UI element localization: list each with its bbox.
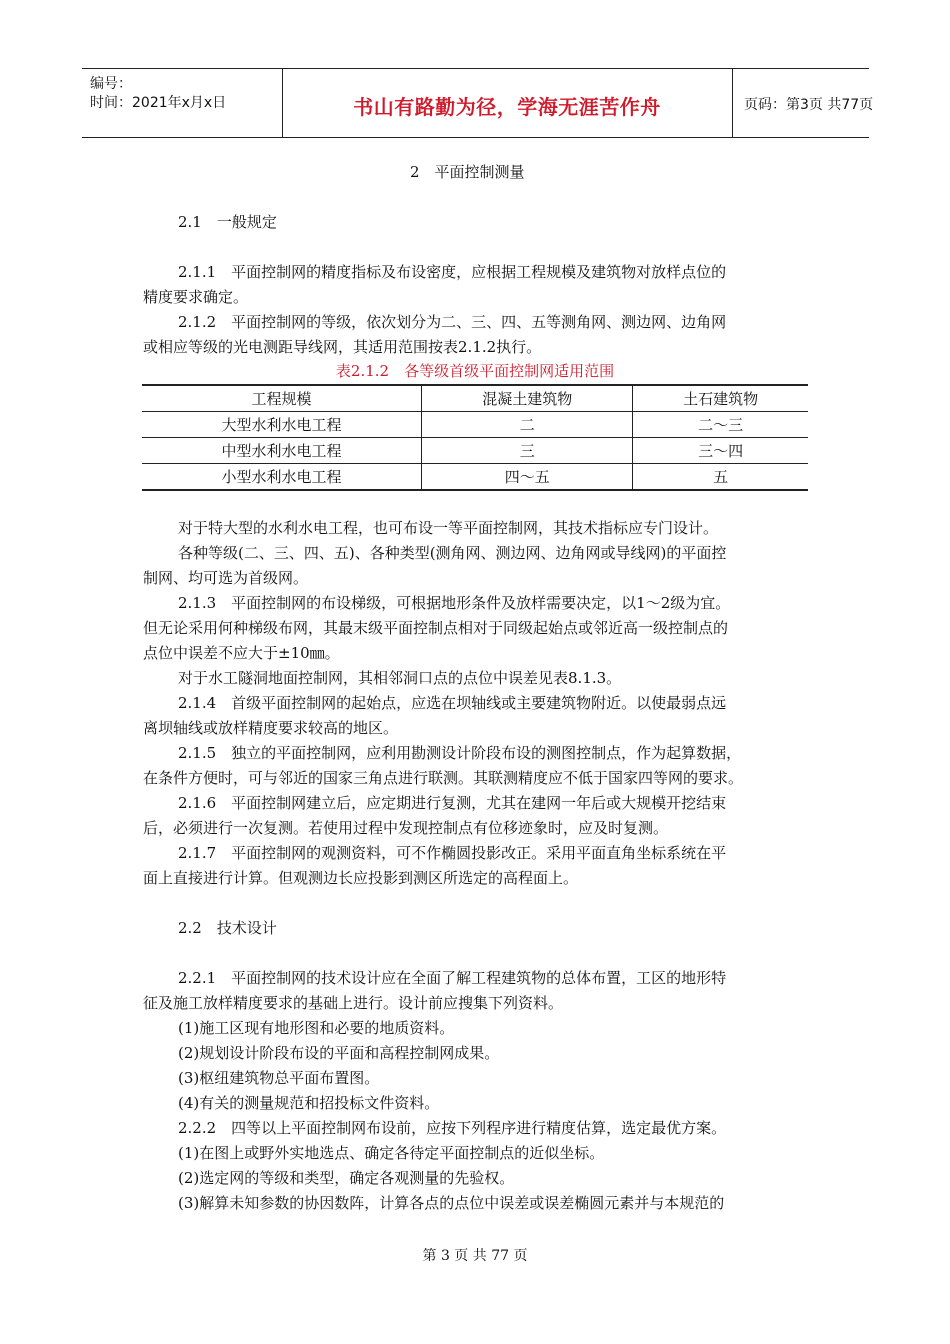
header-motto-cell <box>282 69 733 137</box>
table-cell: 二 <box>422 412 633 438</box>
paragraph-2-1-1-line: 精度要求确定。 <box>143 288 249 306</box>
table-cell: 五 <box>633 464 808 491</box>
table-caption: 表2.1.2 各等级首级平面控制网适用范围 <box>335 362 615 380</box>
doc-number-label: 编号： <box>90 76 132 92</box>
table-cell: 小型水利水电工程 <box>142 464 422 491</box>
paragraph-types-line: 制网、均可选为首级网。 <box>143 569 309 587</box>
table-row <box>142 464 808 491</box>
table-row <box>142 438 808 464</box>
paragraph-tunnel: 对于水工隧洞地面控制网，其相邻洞口点的点位中误差见表8.1.3。 <box>178 669 622 687</box>
paragraph-2-2-2: 2.2.2 四等以上平面控制网布设前，应按下列程序进行精度估算，选定最优方案。 <box>178 1119 727 1137</box>
header-motto: 书山有路勤为径，学海无涯苦作舟 <box>353 95 661 119</box>
paragraph-2-1-3-line: 但无论采用何种梯级布网，其最末级平面控制点相对于同级起始点或邻近高一级控制点的 <box>143 619 729 637</box>
paragraph-2-1-2-line: 2.1.2 平面控制网的等级，依次划分为二、三、四、五等测角网、测边网、边角网 <box>178 313 727 331</box>
list-item: (2)选定网的等级和类型，确定各观测量的先验权。 <box>178 1169 515 1187</box>
list-item: (3)枢纽建筑物总平面布置图。 <box>178 1069 380 1087</box>
paragraph-2-1-5-line: 2.1.5 独立的平面控制网，应利用勘测设计阶段布设的测图控制点，作为起算数据， <box>178 744 742 762</box>
list-item: (4)有关的测量规范和招投标文件资料。 <box>178 1094 440 1112</box>
header-page-cell <box>732 69 874 137</box>
section-title: 2 平面控制测量 <box>410 163 525 181</box>
paragraph-2-1-7-line: 面上直接进行计算。但观测边长应投影到测区所选定的高程面上。 <box>143 869 579 887</box>
paragraph-2-1-4-line: 离坝轴线或放样精度要求较高的地区。 <box>143 719 399 737</box>
paragraph-2-1-3-line: 2.1.3 平面控制网的布设梯级，可根据地形条件及放样需要决定，以1～2级为宜。 <box>178 594 731 612</box>
table-header-cell: 混凝土建筑物 <box>422 385 633 412</box>
table-cell: 二～三 <box>633 412 808 438</box>
paragraph-2-1-6-line: 2.1.6 平面控制网建立后，应定期进行复测，尤其在建网一年后或大规模开挖结束 <box>178 794 727 812</box>
table-cell: 大型水利水电工程 <box>142 412 422 438</box>
paragraph-2-1-6-line: 后，必须进行一次复测。若使用过程中发现控制点有位移迹象时，应及时复测。 <box>143 819 669 837</box>
header-meta <box>82 69 283 137</box>
subsection-heading-2-1: 2.1 一般规定 <box>178 213 277 231</box>
paragraph-2-1-2-line: 或相应等级的光电测距导线网，其适用范围按表2.1.2执行。 <box>143 338 542 356</box>
paragraph-2-1-4-line: 2.1.4 首级平面控制网的起始点，应选在坝轴线或主要建筑物附近。以使最弱点远 <box>178 694 727 712</box>
table-cell: 中型水利水电工程 <box>142 438 422 464</box>
list-item: (1)在图上或野外实地选点、确定各待定平面控制点的近似坐标。 <box>178 1144 605 1162</box>
table-header-cell: 工程规模 <box>142 385 422 412</box>
paragraph-2-1-5-line: 在条件方便时，可与邻近的国家三角点进行联测。其联测精度应不低于国家四等网的要求。 <box>143 769 744 787</box>
scope-table <box>142 384 808 491</box>
paragraph-types-line: 各种等级(二、三、四、五)、各种类型(测角网、测边网、边角网或导线网)的平面控 <box>178 544 727 562</box>
table-header-row <box>142 385 808 412</box>
list-item: (2)规划设计阶段布设的平面和高程控制网成果。 <box>178 1044 500 1062</box>
header-page-info: 页码：第3页 共77页 <box>744 97 874 113</box>
table-header-cell: 土石建筑物 <box>633 385 808 412</box>
table-cell: 三 <box>422 438 633 464</box>
paragraph-2-1-7-line: 2.1.7 平面控制网的观测资料，可不作椭圆投影改正。采用平面直角坐标系统在平 <box>178 844 727 862</box>
table-row <box>142 412 808 438</box>
page-footer: 第 3 页 共 77 页 <box>422 1248 528 1264</box>
paragraph-special: 对于特大型的水利水电工程，也可布设一等平面控制网，其技术指标应专门设计。 <box>178 519 719 537</box>
table-cell: 三～四 <box>633 438 808 464</box>
paragraph-2-2-1-line: 2.2.1 平面控制网的技术设计应在全面了解工程建筑物的总体布置，工区的地形特 <box>178 969 727 987</box>
doc-date-label: 时间：2021年x月x日 <box>90 95 227 111</box>
page-header <box>82 68 874 138</box>
list-item: (1)施工区现有地形图和必要的地质资料。 <box>178 1019 455 1037</box>
table-cell: 四～五 <box>422 464 633 491</box>
paragraph-2-2-1-line: 征及施工放样精度要求的基础上进行。设计前应搜集下列资料。 <box>143 994 564 1012</box>
list-item: (3)解算未知参数的协因数阵，计算各点的点位中误差或误差椭圆元素并与本规范的 <box>178 1194 725 1212</box>
paragraph-2-1-1-line: 2.1.1 平面控制网的精度指标及布设密度，应根据工程规模及建筑物对放样点位的 <box>178 263 727 281</box>
paragraph-2-1-3-line: 点位中误差不应大于±10㎜。 <box>143 644 340 662</box>
subsection-heading-2-2: 2.2 技术设计 <box>178 919 277 937</box>
